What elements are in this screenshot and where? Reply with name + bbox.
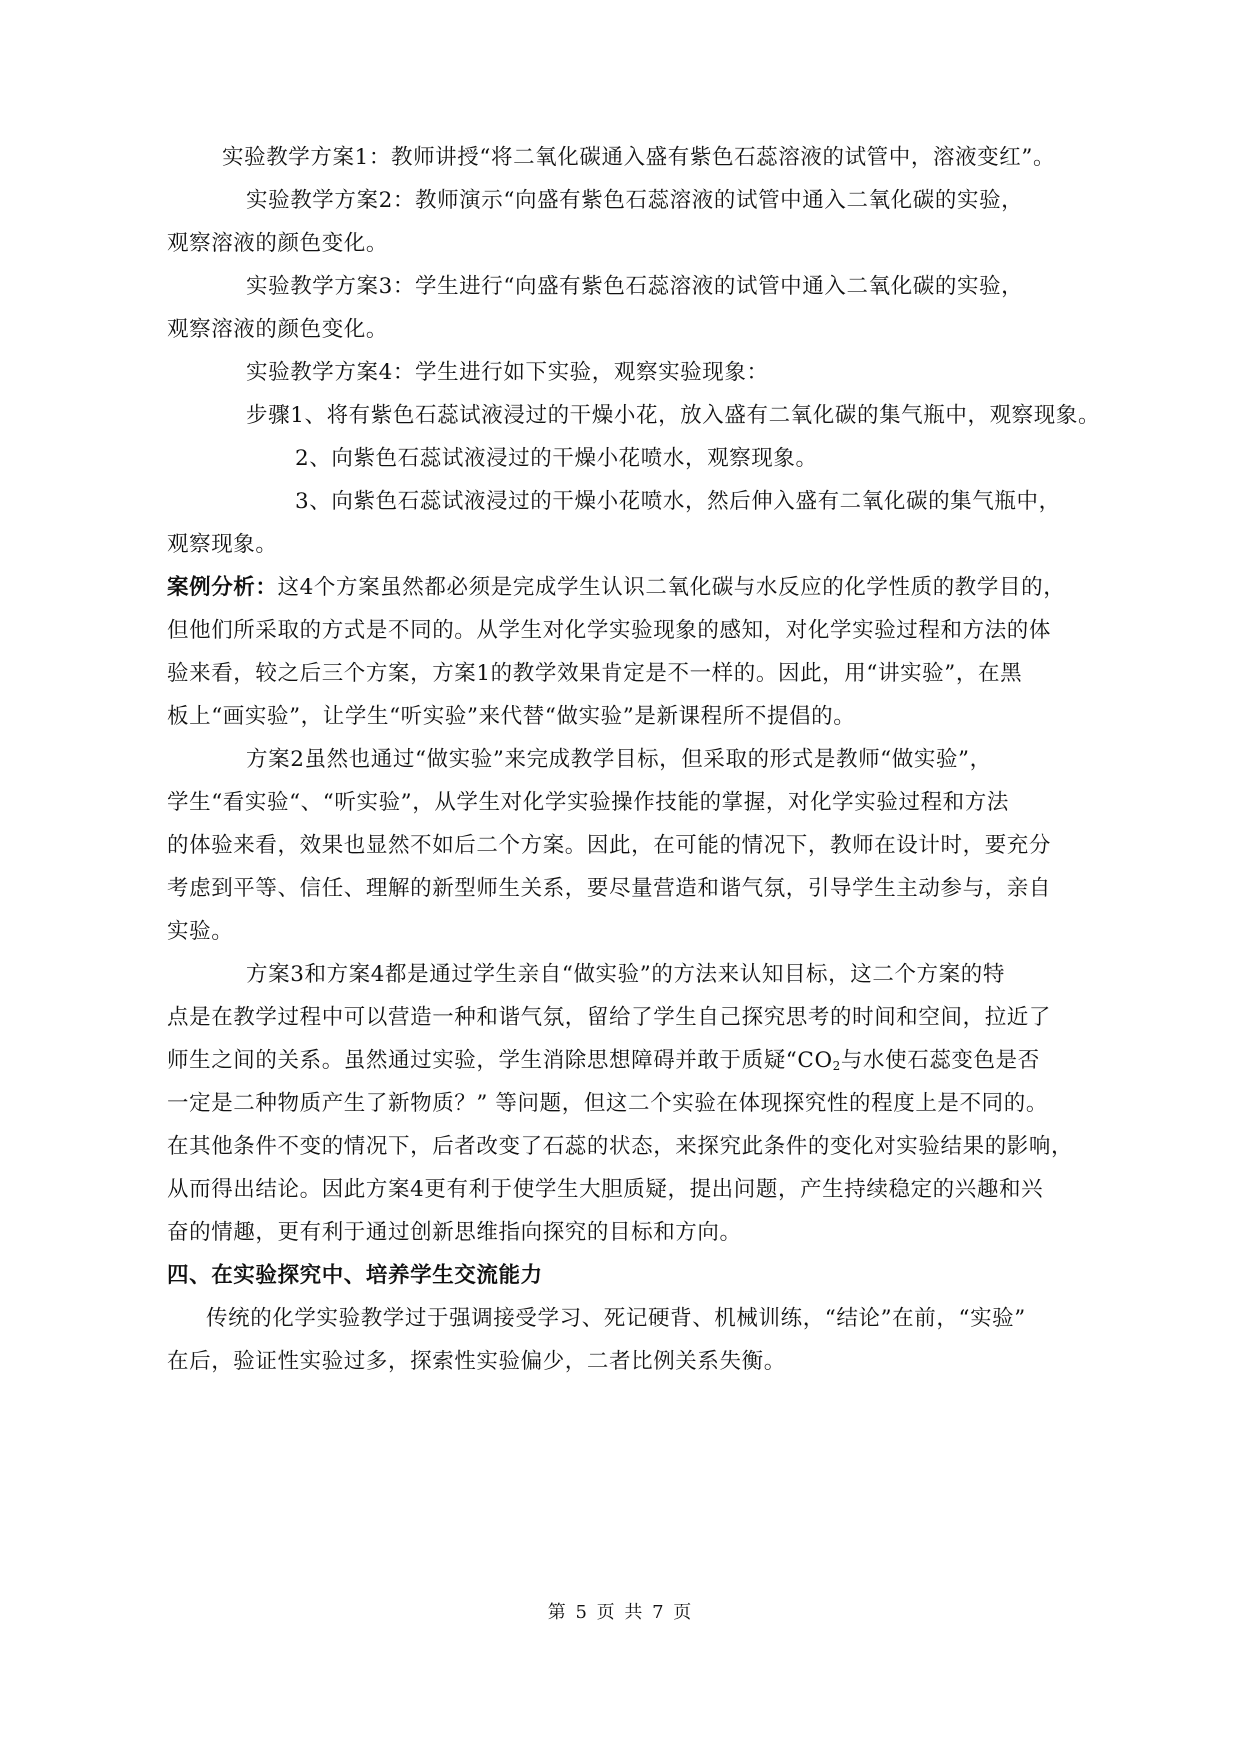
- analysis-line-2: 但他们所采取的方式是不同的。从学生对化学实验现象的感知，对化学实验过程和方法的体: [167, 618, 1052, 643]
- plan34-line3-part-b: 与水使石蕊变色是否: [840, 1048, 1040, 1073]
- plan2-para-line-2: 学生“看实验“、“听实验”，从学生对化学实验操作技能的掌握，对化学实验过程和方法: [167, 790, 1009, 815]
- co2-subscript: 2: [832, 1059, 841, 1073]
- plan2-para-line-4: 考虑到平等、信任、理解的新型师生关系，要尽量营造和谐气氛，引导学生主动参与，亲自: [167, 876, 1052, 901]
- step-3-line-1: 3、向紫色石蕊试液浸过的干燥小花喷水，然后伸入盛有二氧化碳的集气瓶中，: [295, 489, 1061, 514]
- step-1-text: 步骤1、将有紫色石蕊试液浸过的干燥小花，放入盛有二氧化碳的集气瓶中，观察现象。: [246, 403, 1101, 428]
- page-footer: 第 5 页 共 7 页: [547, 1602, 694, 1623]
- plan34-para-line-1: 方案3和方案4都是通过学生亲自“做实验”的方法来认知目标，这二个方案的特: [246, 962, 1005, 987]
- analysis-line-4: 板上“画实验”，让学生“听实验”来代替“做实验”是新课程所不提倡的。: [167, 704, 856, 729]
- plan-2-line-2: 观察溶液的颜色变化。: [167, 231, 389, 256]
- plan34-line3-part-a: 师生之间的关系。虽然通过实验，学生消除思想障碍并敢于质疑“CO: [167, 1048, 833, 1073]
- plan-3-line-2: 观察溶液的颜色变化。: [167, 317, 389, 342]
- plan34-para-line-6: 从而得出结论。因此方案4更有利于使学生大胆质疑，提出问题，产生持续稳定的兴趣和兴: [167, 1177, 1044, 1202]
- plan-3-line-1: 实验教学方案3：学生进行“向盛有紫色石蕊溶液的试管中通入二氧化碳的实验，: [246, 274, 1024, 299]
- plan2-para-line-5: 实验。: [167, 919, 234, 944]
- plan-1-text: 实验教学方案1：教师讲授“将二氧化碳通入盛有紫色石蕊溶液的试管中，溶液变红”。: [222, 145, 1056, 170]
- plan-4-text: 实验教学方案4：学生进行如下实验，观察实验现象：: [246, 360, 769, 385]
- step-3-line-2: 观察现象。: [167, 532, 278, 557]
- section-4-heading: 四、在实验探究中、培养学生交流能力: [167, 1263, 543, 1288]
- plan34-para-line-2: 点是在教学过程中可以营造一种和谐气氛，留给了学生自己探究思考的时间和空间，拉近了: [167, 1005, 1052, 1030]
- plan34-para-line-4: 一定是二种物质产生了新物质？” 等问题，但这二个实验在体现探究性的程度上是不同的。: [167, 1091, 1048, 1116]
- plan34-para-line-3: [167, 1046, 1040, 1081]
- analysis-line-3: 验来看，较之后三个方案，方案1的教学效果肯定是不一样的。因此，用“讲实验”，在黑: [167, 661, 1023, 686]
- analysis-line-1: [167, 573, 1065, 603]
- analysis-text: 这4个方案虽然都必须是完成学生认识二氧化碳与水反应的化学性质的教学目的，: [277, 575, 1066, 600]
- plan34-para-line-5: 在其他条件不变的情况下，后者改变了石蕊的状态，来探究此条件的变化对实验结果的影响，: [167, 1134, 1074, 1159]
- plan2-para-line-3: 的体验来看，效果也显然不如后二个方案。因此，在可能的情况下，教师在设计时，要充分: [167, 833, 1052, 858]
- analysis-label: 案例分析：: [167, 575, 278, 600]
- section-4-line-1: 传统的化学实验教学过于强调接受学习、死记硬背、机械训练，“结论”在前，“实验”: [206, 1306, 1026, 1331]
- plan34-para-line-7: 奋的情趣，更有利于通过创新思维指向探究的目标和方向。: [167, 1220, 742, 1245]
- plan-2-line-1: 实验教学方案2：教师演示“向盛有紫色石蕊溶液的试管中通入二氧化碳的实验，: [246, 188, 1024, 213]
- step-2-text: 2、向紫色石蕊试液浸过的干燥小花喷水，观察现象。: [295, 446, 818, 471]
- plan2-para-line-1: 方案2虽然也通过“做实验”来完成教学目标，但采取的形式是教师“做实验”，: [246, 747, 992, 772]
- section-4-line-2: 在后，验证性实验过多，探索性实验偏少，二者比例关系失衡。: [167, 1349, 786, 1374]
